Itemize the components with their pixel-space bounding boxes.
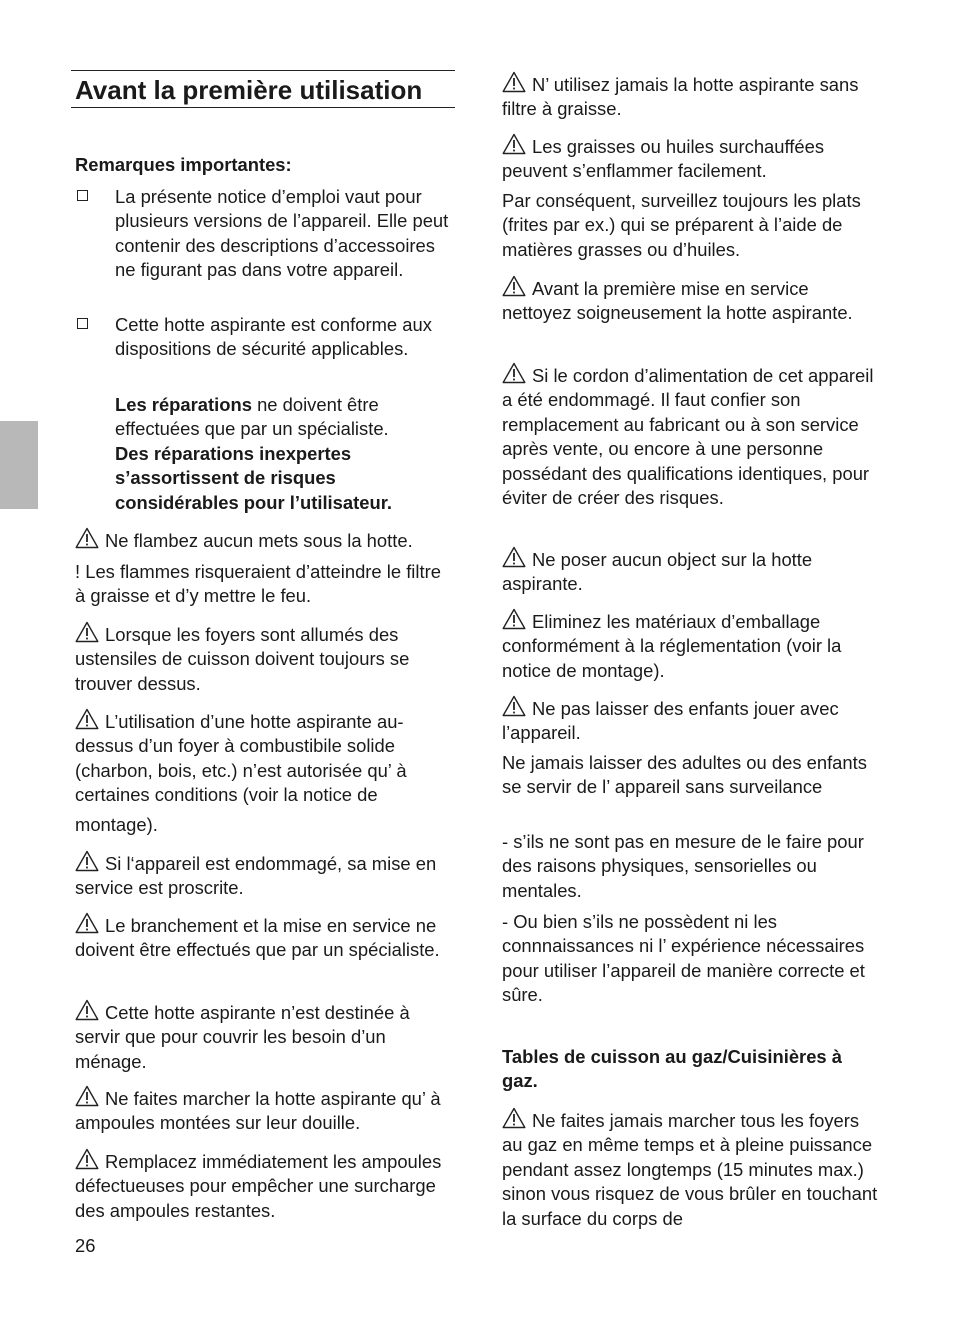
warning-text: Ne pas laisser des enfants jouer avec l’appareil. bbox=[502, 698, 839, 744]
warning-text: Ne poser aucun object sur la hotte aspirante. bbox=[502, 549, 813, 595]
warning-triangle-icon bbox=[502, 133, 526, 155]
warning-triangle-icon bbox=[502, 608, 526, 630]
warning-triangle-icon bbox=[75, 1085, 99, 1107]
page-title: Avant la première utilisation bbox=[75, 75, 423, 105]
warning-paragraph bbox=[502, 133, 880, 184]
checkbox-square-icon bbox=[77, 190, 88, 201]
page-number: 26 bbox=[75, 1235, 96, 1256]
warning-text: L’utilisation d’une hotte aspirante au-dessus d’un foyer à combustibile solide (charbon, bois, etc.) n’est autorisée qu’ à certaines conditions (voir la notice de bbox=[75, 711, 407, 806]
warning-paragraph bbox=[75, 1085, 453, 1136]
paragraph: - Ou bien s’ils ne possèdent ni les connnaissances ni l’ expérience nécessaires pour utiliser l’appareil de manière correcte et sûre. bbox=[502, 911, 865, 1006]
warning-paragraph bbox=[502, 546, 880, 597]
warning-triangle-icon bbox=[75, 850, 99, 872]
warning-paragraph bbox=[502, 695, 880, 746]
gas-section-heading: Tables de cuisson au gaz/Cuisinières à gaz. bbox=[502, 1046, 843, 1092]
warning-triangle-icon bbox=[502, 362, 526, 384]
warning-triangle-icon bbox=[502, 695, 526, 717]
warning-text: Cette hotte aspirante n’est destinée à servir que pour couvrir les besoin d’un ménage. bbox=[75, 1002, 410, 1072]
warning-paragraph bbox=[75, 850, 453, 901]
warning-paragraph bbox=[502, 275, 880, 326]
warning-text: Si le cordon d’alimentation de cet appareil a été endommagé. Il faut confier son remplacement au fabricant ou à son service après vente, ou encore à une personne possédant des qualifications identiques, pour éviter de créer des risques. bbox=[502, 365, 874, 509]
paragraph: Par conséquent, surveillez toujours les plats (frites par ex.) qui se préparent à l’aide de matières grasses ou d’huiles. bbox=[502, 190, 861, 260]
warning-paragraph bbox=[502, 362, 880, 510]
repairs-note bbox=[115, 393, 453, 515]
warning-text: Ne faites jamais marcher tous les foyers au gaz en même temps et à pleine puissance pendant assez longtemps (15 minutes max.) sinon vous risquez de vous brûler en touchant la surface du corps de bbox=[502, 1110, 878, 1229]
checkbox-square-icon bbox=[77, 318, 88, 329]
warning-triangle-icon bbox=[75, 527, 99, 549]
bullet-text: La présente notice d’emploi vaut pour plusieurs versions de l’appareil. Elle peut contenir des descriptions d’accessoires ne figurant pas dans votre appareil. bbox=[115, 186, 449, 281]
warning-text: Les graisses ou huiles surchauffées peuvent s’enflammer facilement. bbox=[502, 136, 825, 182]
warning-text: N’ utilisez jamais la hotte aspirante sans filtre à graisse. bbox=[502, 74, 859, 120]
remarques-heading: Remarques importantes: bbox=[75, 154, 292, 175]
warning-text: Avant la première mise en service nettoyez soigneusement la hotte aspirante. bbox=[502, 278, 853, 324]
warning-text: Ne flambez aucun mets sous la hotte. bbox=[105, 530, 413, 551]
warning-triangle-icon bbox=[75, 912, 99, 934]
warning-text: Lorsque les foyers sont allumés des ustensiles de cuisson doivent toujours se trouver dessus. bbox=[75, 624, 410, 694]
warning-text: Le branchement et la mise en service ne doivent être effectués que par un spécialiste. bbox=[75, 915, 440, 961]
title-rule-bottom bbox=[71, 107, 455, 108]
warning-text: Eliminez les matériaux d’emballage conformément à la réglementation (voir la notice de montage). bbox=[502, 611, 842, 681]
repairs-bold-warning: Des réparations inexpertes s’assortissent de risques considérables pour l’utilisateur. bbox=[115, 442, 392, 513]
paragraph-continuation: montage). bbox=[75, 814, 158, 835]
warning-paragraph bbox=[75, 912, 453, 963]
warning-triangle-icon bbox=[75, 999, 99, 1021]
paragraph: - s’ils ne sont pas en mesure de le faire pour des raisons physiques, sensorielles ou mentales. bbox=[502, 831, 864, 901]
warning-paragraph bbox=[75, 1148, 453, 1223]
warning-triangle-icon bbox=[502, 275, 526, 297]
repairs-bold-lead: Les réparations bbox=[115, 394, 252, 415]
warning-paragraph bbox=[75, 621, 453, 696]
warning-text: Remplacez immédiatement les ampoules défectueuses pour empêcher une surcharge des ampoules restantes. bbox=[75, 1151, 442, 1221]
paragraph: ! Les flammes risqueraient d’atteindre le filtre à graisse et d’y mettre le feu. bbox=[75, 561, 441, 607]
warning-paragraph bbox=[75, 999, 453, 1074]
section-tab-marker bbox=[0, 421, 38, 509]
paragraph: Ne jamais laisser des adultes ou des enfants se servir de l’ appareil sans surveilance bbox=[502, 752, 867, 798]
warning-triangle-icon bbox=[502, 546, 526, 568]
warning-text: Ne faites marcher la hotte aspirante qu’ à ampoules montées sur leur douille. bbox=[75, 1088, 441, 1134]
warning-text: Si l‘appareil est endommagé, sa mise en service est proscrite. bbox=[75, 853, 437, 899]
warning-paragraph bbox=[75, 708, 453, 808]
warning-triangle-icon bbox=[75, 708, 99, 730]
warning-paragraph bbox=[502, 71, 880, 122]
title-rule-top bbox=[71, 70, 455, 71]
repairs-normal-text: ne doivent être effectuées que par un spécialiste. bbox=[115, 394, 389, 440]
warning-triangle-icon bbox=[502, 71, 526, 93]
warning-triangle-icon bbox=[75, 621, 99, 643]
warning-paragraph bbox=[502, 608, 880, 683]
warning-triangle-icon bbox=[502, 1107, 526, 1129]
warning-triangle-icon bbox=[75, 1148, 99, 1170]
bullet-text: Cette hotte aspirante est conforme aux dispositions de sécurité applicables. bbox=[115, 314, 432, 360]
warning-paragraph bbox=[75, 527, 453, 553]
warning-paragraph bbox=[502, 1107, 880, 1231]
